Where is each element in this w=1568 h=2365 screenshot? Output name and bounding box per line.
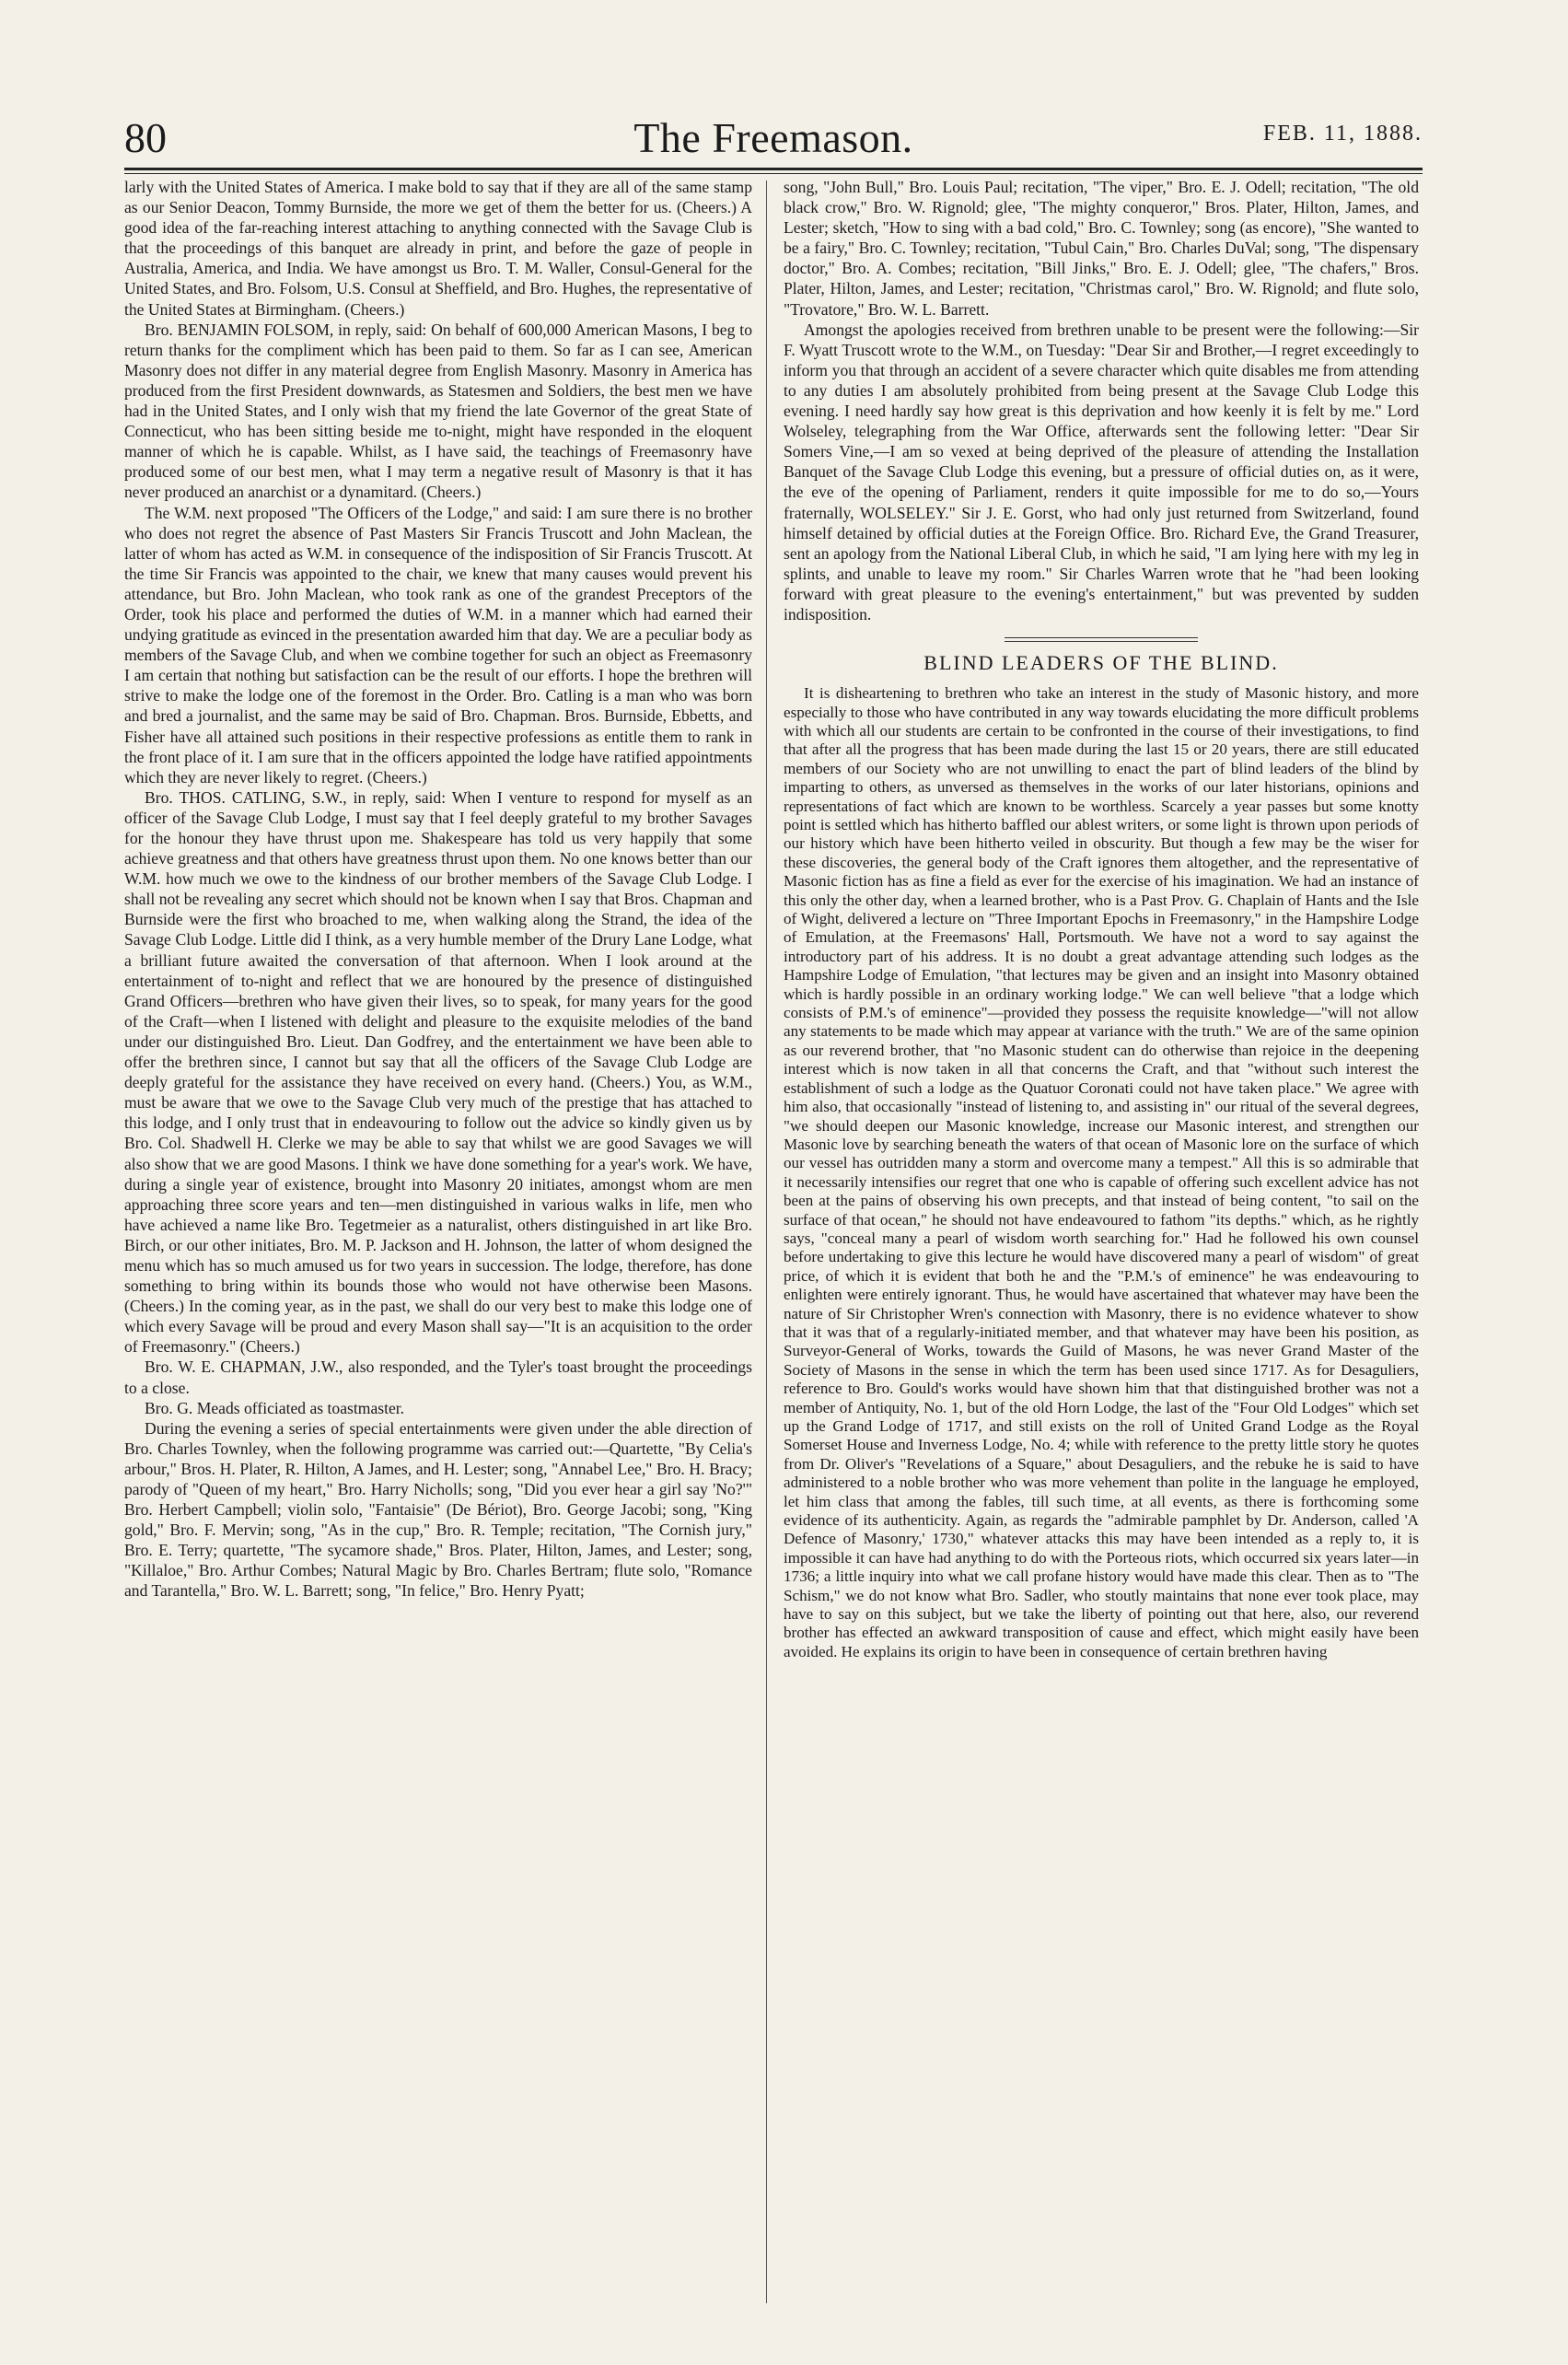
paragraph: Bro. THOS. CATLING, S.W., in reply, said: When I venture to respond for myself as an officer of the Savage Club Lodge, I must say that I feel deeply grateful to my brother Savages for the honour they have thrust upon me. Shakespeare has told us very happily that some achieve greatness and that others have greatness thrust upon them. No one knows better than our W.M. how much we owe to the kindness of our brother members of the Savage Club Lodge. I shall not be revealing any secret which should not be known when I say that Bros. Chapman and Burnside were the first who broached to me, when walking along the Strand, the idea of the Savage Club Lodge. Little did I think, as a very humble member of the Drury Lane Lodge, what a brilliant future awaited the conversation of that afternoon. When I look around at the entertainment of to-night and reflect that we are honoured by the presence of distinguished Grand Officers—brethren who have given their lives, so to speak, for many years for the good of the Craft—when I listened with delight and pleasure to the exquisite melodies of the band under our distinguished Bro. Lieut. Dan Godfrey, and the entertainment we have been able to offer the brethren since, I cannot but say that all the officers of the Savage Club Lodge are deeply grateful for the assistance they have received on every hand. (Cheers.) You, as W.M., must be aware that we owe to the Savage Club very much of the prestige that has attached to this lodge, and I only trust that in endeavouring to follow out the advice so kindly given us by Bro. Col. Shadwell H. Clerke we may be able to say that whilst we are good Savages we will also show that we are good Masons. I think we have done something for a year's work. We have, during a single year of existence, brought into Masonry 20 initiates, amongst whom are men approaching three score years and ten—men distinguished in various walks in life, men who have achieved a name like Bro. Tegetmeier as a naturalist, others distinguished in art like Bro. Birch, or our other initiates, Bro. M. P. Jackson and H. Johnson, the latter of whom designed the menu which has so much amused us for two years in succession. The lodge, therefore, has done something to bring within its bounds those who would not have otherwise been Masons. (Cheers.) In the coming year, as in the past, we shall do our very best to make this lodge one of which every Savage will be proud and every Mason shall say—"It is an acquisition to the order of Freemasonry." (Cheers.): [124, 787, 752, 1357]
paragraph: larly with the United States of America. I make bold to say that if they are all of the same stamp as our Senior Deacon, Tommy Burnside, the more we get of them the better for us. (Cheers.) A good idea of the far-reaching interest attaching to anything connected with the Savage Club is that the proceedings of this banquet are already in print, and before the gaze of people in Australia, America, and India. We have amongst us Bro. T. M. Waller, Consul-General for the United States, and Bro. Folsom, U.S. Consul at Sheffield, and Bro. Hughes, the representative of the United States at Birmingham. (Cheers.): [124, 178, 752, 319]
paragraph: Amongst the apologies received from brethren unable to be present were the following:—Sir F. Wyatt Truscott wrote to the W.M., on Tuesday: "Dear Sir and Brother,—I regret exceedingly to inform you that through an accident of a severe character which quite disables me from attending to any duties I am absolutely prohibited from being present at the Savage Club Lodge this evening. I need hardly say how great is this deprivation and how keenly it is felt by me." Lord Wolseley, telegraphing from the War Office, afterwards sent the following letter: "Dear Sir Somers Vine,—I am so vexed at being deprived of the pleasure of attending the Installation Banquet of the Savage Club Lodge this evening, but a pressure of official duties on, as it were, the eve of the opening of Parliament, renders it quite impossible for me to do so,—Yours fraternally, WOLSELEY." Sir J. E. Gorst, who had only just returned from Switzerland, found himself detained by official duties at the Foreign Office. Bro. Richard Eve, the Grand Treasurer, sent an apology from the National Liberal Club, in which he said, "I am lying here with my leg in splints, and unable to leave my room." Sir Charles Warren wrote that he "had been looking forward with great pleasure to the evening's entertainment," but was prevented by sudden indisposition.: [784, 320, 1419, 623]
newspaper-title: The Freemason.: [633, 114, 913, 161]
paragraph: Bro. BENJAMIN FOLSOM, in reply, said: On behalf of 600,000 American Masons, I beg to return thanks for the compliment which has been paid to them. So far as I can see, American Masonry does not differ in any material degree from English Masonry. Masonry in America has produced from the first President downwards, as Statesmen and Soldiers, the best men we have had in the United States, and I only wish that my friend the late Governor of the great State of Connecticut, who has been sitting beside me to-night, might have responded in the eloquent manner of which he is capable. Whilst, as I have said, the teachings of Freemasonry have produced some of our best men, what I may term a negative result of Masonry is that it has never produced an anarchist or a dynamitard. (Cheers.): [124, 320, 752, 502]
paragraph: Bro. G. Meads officiated as toastmaster.: [145, 1398, 405, 1417]
paragraph: Bro. W. E. CHAPMAN, J.W., also responded, and the Tyler's toast brought the proceedings to a close.: [124, 1357, 752, 1397]
masthead-rule-thin: [124, 173, 1423, 174]
left-column: [124, 177, 752, 1602]
article-body: [784, 684, 1419, 1661]
right-column: [784, 177, 1419, 1661]
issue-date: FEB. 11, 1888.: [1262, 122, 1423, 146]
article-headline: BLIND LEADERS OF THE BLIND.: [923, 651, 1279, 675]
masthead-rule: [124, 168, 1423, 170]
paragraph: The W.M. next proposed "The Officers of the Lodge," and said: I am sure there is no brother who does not regret the absence of Past Masters Sir Francis Truscott and John Maclean, the latter of whom has acted as W.M. in consequence of the indisposition of Sir Francis Truscott. At the time Sir Francis was appointed to the chair, we knew that many causes would prevent his attendance, but Bro. John Maclean, who took rank as one of the grandest Preceptors of the Order, took his place and performed the duties of W.M. in a manner which had earned their undying gratitude as evinced in the presentation awarded him that day. We are a peculiar body as members of the Savage Club, and when we combine together for such an object as Freemasonry I am certain that nothing but satisfaction can be the result of our efforts. I hope the brethren will strive to make the lodge one of the foremost in the Order. Bro. Catling is a man who was born and bred a journalist, and the same may be said of Bro. Chapman. Bros. Burnside, Ebbetts, and Fisher have all attained such positions in their respective professions as entitle them to rank in the front place of it. I am sure that in the officers appointed the lodge have ratified appointments which they are never likely to regret. (Cheers.): [124, 503, 752, 786]
page-number: 80: [124, 114, 167, 161]
paragraph: It is disheartening to brethren who take an interest in the study of Masonic history, and more especially to those who have contributed in any way towards elucidating the more difficult problems with which all our students are certain to be confronted in the course of their investigations, to find that after all the progress that has been made during the last 15 or 20 years, there are still educated members of our Society who are not unwilling to enact the part of blind leaders of the blind by imparting to others, as unversed as themselves in the works of our later historians, opinions and representations of fact which are known to be worthless. Scarcely a year passes but some knotty point is settled which has hitherto baffled our ablest writers, or some light is thrown upon periods of our history which have been hitherto veiled in obscurity. But though a few may be the wiser for these discoveries, the general body of the Craft ignores them altogether, and the representative of Masonic fiction has as fine a field as ever for the exercise of his imagination. We had an instance of this only the other day, when a learned brother, who is a Past Prov. G. Chaplain of Hants and the Isle of Wight, delivered a lecture on "Three Important Epochs in Freemasonry," in the Hampshire Lodge of Emulation, at the Freemasons' Hall, Portsmouth. We have not a word to say against the introductory part of his address. It is no doubt a great advantage attending such lodges as the Hampshire Lodge of Emulation, "that lectures may be given and an insight into Masonry obtained which is hardly possible in an ordinary working lodge." We can well believe "that a lodge which consists of P.M.'s of eminence"—provided they possess the requisite knowledge—"will not allow any statements to be made which may appear at variance with the truth." We are of the same opinion as our reverend brother, that "no Masonic student can do otherwise than rejoice in the deepening interest which is now taken in all that concerns the Craft, and that "without such interest the establishment of such a lodge as the Quatuor Coronati could not have taken place." We agree with him also, that occasionally "instead of listening to, and assisting in" our ritual of the several degrees, "we should deepen our Masonic knowledge, increase our Masonic interest, and strengthen our Masonic love by searching beneath the waters of that ocean of Masonic lore on the surface of which our vessel has outridden many a storm and overcome many a tempest." All this is so admirable that it necessarily intensifies our regret that one who is capable of offering such excellent advice has not been at the pains of observing his own precepts, and that instead of being content, "to sail on the surface of that ocean," he should not have endeavoured to fathom "its depths." which, as he rightly says, "conceal many a pearl of wisdom worth searching for." Had he followed his own counsel before undertaking to give this lecture he would have discovered many a pearl of wisdom" of great price, of which it is evident that both he and the "P.M.'s of eminence" he was endeavouring to enlighten were entirely ignorant. Thus, he would have ascertained that whatever may have been the nature of Sir Christopher Wren's connection with Masonry, there is no evidence whatever to show that it was that of a regularly-initiated member, and that whatever may have been his position, as Surveyor-General of Works, towards the Guild of Masons, he was never Grand Master of the Society of Masons in the sense in which the term has been used since 1717. As for Desaguliers, reference to Bro. Gould's works would have shown him that that distinguished brother was not a member of Antiquity, No. 1, but of the old Horn Lodge, the last of the "Four Old Lodges" which set up the Grand Lodge of 1717, and still exists on the roll of United Grand Lodge as the Royal Somerset House and Inverness Lodge, No. 4; while with reference to the pretty little story he quotes from Dr. Oliver's "Revelations of a Square," about Desaguliers, and the rebuke he is said to have administered to a noble brother who was more vehement than polite in the language he employed, let him class that among the fables, till such time, at all events, as there is forthcoming some evidence of its authenticity. Again, as regards the "admirable pamphlet by Dr. Anderson, called 'A Defence of Masonry,' 1730," whatever attacks this may have been intended as a reply to, it is impossible it can have had anything to do with the Porteous riots, which occurred six years later—in 1736; a little inquiry into what we call profane history would have made this clear. Then as to "The Schism," we do not know what Bro. Sadler, who stoutly maintains that none ever took place, may have to say on this subject, but we take the liberty of pointing out that here, also, our reverend brother has effected an awkward transposition of cause and effect, which might easily have been avoided. He explains its origin to have been in consequence of certain brethren having: [784, 684, 1419, 1660]
paragraph: song, "John Bull," Bro. Louis Paul; recitation, "The viper," Bro. E. J. Odell; recitation, "The old black crow," Bro. W. Rignold; glee, "The mighty conqueror," Bros. Plater, Hilton, James, and Lester; sketch, "How to sing with a bad cold," Bro. C. Townley; song (as encore), "She wanted to be a fairy," Bro. C. Townley; recitation, "Tubul Cain," Bro. Charles DuVal; song, "The dispensary doctor," Bro. A. Combes; recitation, "Bill Jinks," Bro. E. J. Odell; glee, "The chafers," Bros. Plater, Hilton, James, and Lester; recitation, "Christmas carol," Bro. W. Rignold; and flute solo, "Trovatore," Bro. W. L. Barrett.: [784, 178, 1419, 319]
column-divider: [766, 181, 767, 2303]
section-divider: [1005, 637, 1198, 642]
paragraph: During the evening a series of special entertainments were given under the able direction of Bro. Charles Townley, when the following programme was carried out:—Quartette, "By Celia's arbour," Bros. H. Plater, R. Hilton, A James, and H. Lester; song, "Annabel Lee," Bro. H. Bracy; parody of "Queen of my heart," Bro. Harry Nicholls; song, "Did you ever hear a girl say 'No?'" Bro. Herbert Campbell; violin solo, "Fantaisie" (De Bériot), Bro. George Jacobi; song, "King gold," Bro. F. Mervin; song, "As in the cup," Bro. R. Temple; recitation, "The Cornish jury," Bro. E. Terry; quartette, "The sycamore shade," Bros. Plater, Hilton, James, and Lester; song, "Killaloe," Bro. Arthur Combes; Natural Magic by Bro. Charles Bertram; flute solo, "Romance and Tarantella," Bro. W. L. Barrett; song, "In felice," Bro. Henry Pyatt;: [124, 1418, 752, 1601]
masthead: [124, 111, 1423, 166]
